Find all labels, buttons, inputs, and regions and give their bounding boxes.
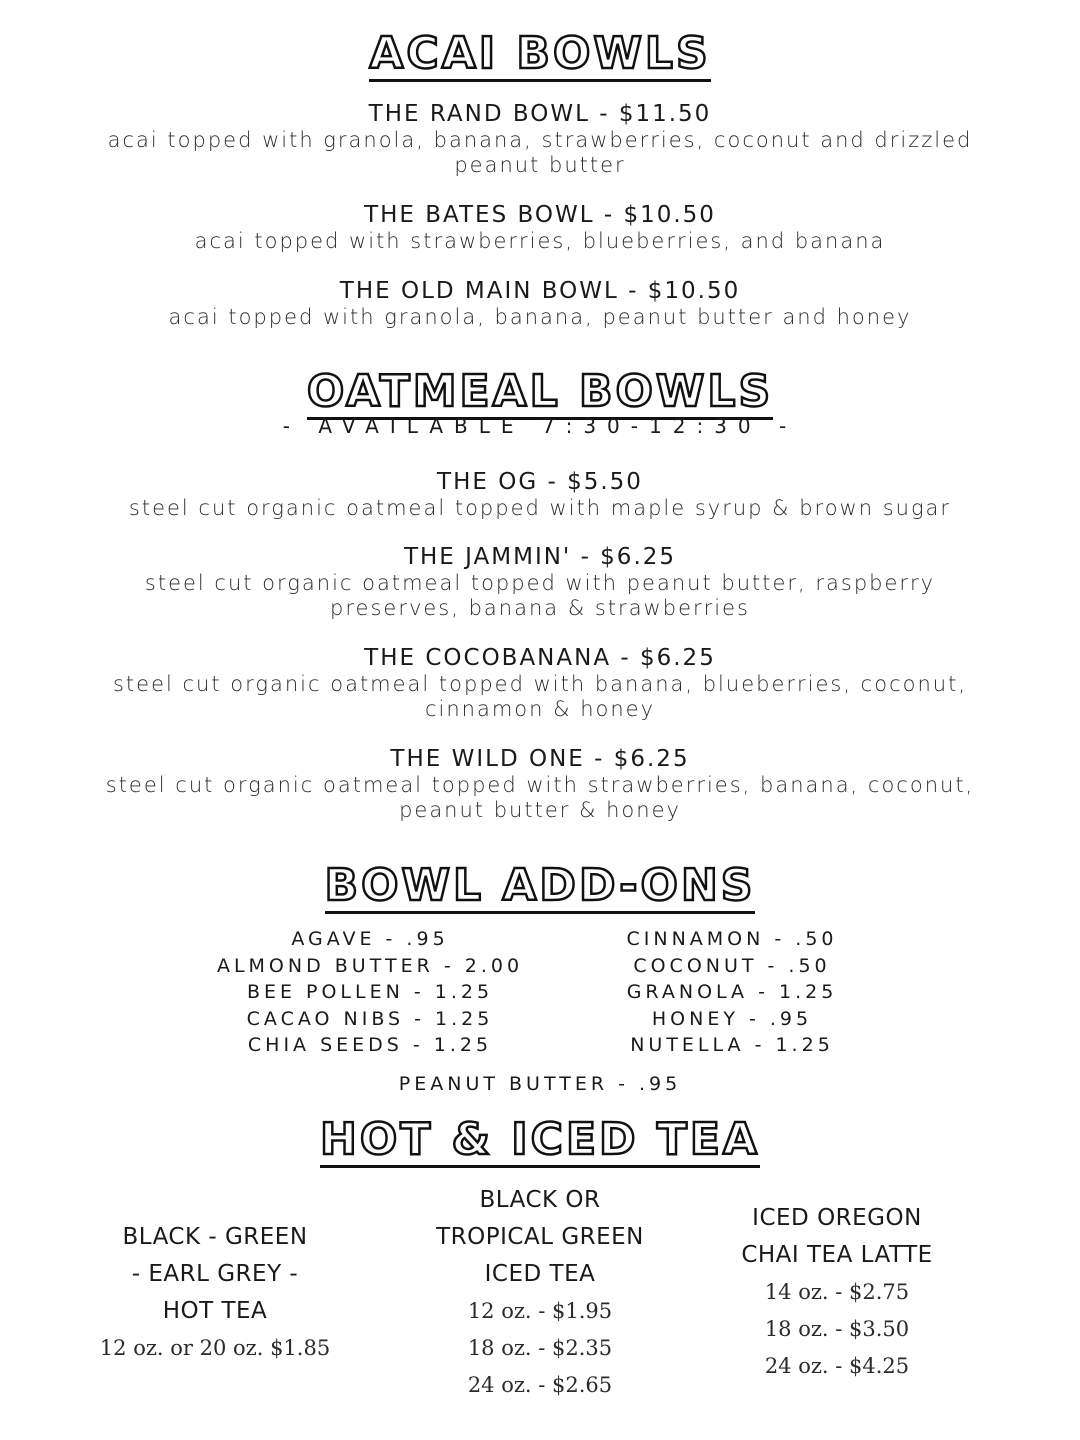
- oatmeal-item-desc: steel cut organic oatmeal topped with banana, blueberries, coconut, cinnamon & honey: [112, 672, 968, 721]
- tea-name-line: CHAI TEA LATTE: [741, 1242, 933, 1268]
- acai-item-desc: acai topped with granola, banana, peanut butter and honey: [168, 305, 912, 329]
- tea-column-chai: [677, 1200, 997, 1385]
- tea-price: 12 oz. or 20 oz. $1.85: [99, 1336, 331, 1360]
- tea-price: 12 oz. - $1.95: [467, 1299, 613, 1323]
- oatmeal-item-desc: steel cut organic oatmeal topped with strawberries, banana, coconut, peanut butter & honey: [105, 773, 975, 822]
- tea-name-line: HOT TEA: [162, 1298, 268, 1324]
- tea-column-iced: [380, 1182, 700, 1404]
- tea-price: 24 oz. - $4.25: [764, 1354, 910, 1378]
- addon-item: AGAVE - .95: [291, 928, 449, 950]
- acai-item-name: THE RAND BOWL - $11.50: [368, 101, 712, 127]
- addon-item: BEE POLLEN - 1.25: [246, 981, 494, 1003]
- tea-price: 24 oz. - $2.65: [467, 1373, 613, 1397]
- tea-section-title: HOT & ICED TEA: [0, 1118, 1080, 1168]
- acai-item-name: THE OLD MAIN BOWL - $10.50: [339, 278, 741, 304]
- addons-right-list: [532, 926, 932, 1059]
- tea-name-line: TROPICAL GREEN: [436, 1224, 644, 1250]
- acai-item-name: THE BATES BOWL - $10.50: [364, 202, 716, 228]
- acai-section-title: ACAI BOWLS: [0, 32, 1080, 82]
- tea-price: 18 oz. - $2.35: [467, 1336, 613, 1360]
- tea-name-line: BLACK OR: [479, 1187, 601, 1213]
- addon-item: CHIA SEEDS - 1.25: [247, 1034, 493, 1056]
- addon-item: CINNAMON - .50: [626, 928, 838, 950]
- oatmeal-item-name: THE OG - $5.50: [437, 469, 643, 495]
- oatmeal-item-name: THE COCOBANANA - $6.25: [364, 645, 716, 671]
- oatmeal-item-desc: steel cut organic oatmeal topped with maple syrup & brown sugar: [128, 496, 952, 520]
- addons-left-list: [170, 926, 570, 1059]
- addon-item: CACAO NIBS - 1.25: [246, 1007, 494, 1030]
- addon-item: PEANUT BUTTER - .95: [398, 1073, 682, 1095]
- tea-name-line: ICED TEA: [484, 1261, 596, 1287]
- tea-name-line: - EARL GREY -: [131, 1261, 299, 1287]
- addon-item: GRANOLA - 1.25: [626, 981, 838, 1003]
- addon-item: NUTELLA - 1.25: [630, 1034, 834, 1056]
- oatmeal-availability: - AVAILABLE 7:30-12:30 -: [282, 414, 798, 438]
- tea-price: 18 oz. - $3.50: [764, 1317, 910, 1341]
- tea-name-line: BLACK - GREEN: [122, 1224, 308, 1250]
- tea-name-line: ICED OREGON: [752, 1205, 922, 1231]
- addons-section-title: BOWL ADD-ONS: [0, 864, 1080, 914]
- addon-item: ALMOND BUTTER - 2.00: [216, 954, 524, 977]
- oatmeal-item-name: THE JAMMIN' - $6.25: [403, 544, 677, 570]
- addon-item: HONEY - .95: [651, 1007, 813, 1030]
- tea-column-hot: [55, 1219, 375, 1367]
- oatmeal-section-title: OATMEAL BOWLS: [0, 370, 1080, 420]
- addon-item: COCONUT - .50: [633, 954, 831, 977]
- acai-item-desc: acai topped with strawberries, blueberries, and banana: [194, 229, 886, 253]
- tea-price: 14 oz. - $2.75: [764, 1280, 910, 1304]
- oatmeal-item-desc: steel cut organic oatmeal topped with peanut butter, raspberry preserves, banana & strawberries: [144, 571, 936, 620]
- acai-item-desc: acai topped with granola, banana, strawberries, coconut and drizzled peanut butter: [107, 128, 973, 177]
- oatmeal-item-name: THE WILD ONE - $6.25: [390, 746, 690, 772]
